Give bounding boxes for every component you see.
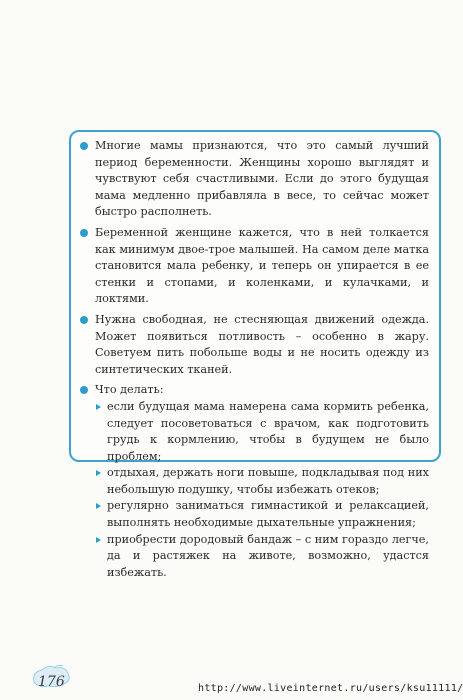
triangle-bullet-icon bbox=[96, 404, 101, 410]
item-text: Многие мамы признаются, что это самый лучший период беременности. Женщины хорошо выглядят и чувствуют себя счастливыми. Если до этого будущая мама медленно прибавляла в весе, то сейчас может быстро располнеть. bbox=[95, 139, 429, 219]
sub-item-text: регулярно заниматься гимнастикой и релаксацией, выполнять необходимые дыхательные упражнения; bbox=[107, 499, 429, 530]
sub-item-text: приобрести дородовый бандаж – с ним гораздо легче, да и растяжек на животе, возможно, удастся избежать. bbox=[107, 532, 429, 579]
triangle-bullet-icon bbox=[96, 470, 101, 476]
sub-list-item bbox=[95, 465, 429, 498]
list-item bbox=[79, 312, 429, 378]
sub-item-text: если будущая мама намерена сама кормить ребенка, следует посоветоваться с врачом, как подготовить грудь к кормлению, чтобы в будущем не было проблем; bbox=[107, 399, 429, 463]
list-item bbox=[79, 138, 429, 221]
bullet-icon bbox=[80, 142, 88, 150]
sub-item-text: отдыхая, держать ноги повыше, подкладывая под них небольшую подушку, чтобы избежать отеков; bbox=[107, 466, 429, 496]
sub-list-item bbox=[95, 399, 429, 465]
page-number: 176 bbox=[38, 674, 65, 690]
bullet-icon bbox=[80, 386, 88, 394]
info-box bbox=[69, 130, 441, 579]
triangle-bullet-icon bbox=[96, 503, 101, 509]
sub-list-item bbox=[95, 498, 429, 531]
item-text: Беременной женщине кажется, что в ней толкается как минимум двое-трое малышей. На самом деле матка становится мала ребенку, и теперь он упирается в ее стенки и стопами, и коленками, и кулачками, и локтями. bbox=[95, 225, 429, 306]
bullet-icon bbox=[80, 316, 88, 324]
list-item bbox=[79, 382, 429, 581]
watermark-url: http://www.liveinternet.ru/users/ksu11111/ bbox=[198, 683, 463, 694]
list-item bbox=[79, 225, 429, 308]
bullet-icon bbox=[80, 229, 88, 237]
item-text: Нужна свободная, не стесняющая движений одежда. Может появиться потливость – особенно в жару. Советуем пить побольше воды и не носить одежду из синтетических тканей. bbox=[95, 312, 429, 376]
triangle-bullet-icon bbox=[96, 537, 101, 543]
sub-list-item bbox=[95, 532, 429, 582]
item-text: Что делать: bbox=[95, 383, 164, 397]
